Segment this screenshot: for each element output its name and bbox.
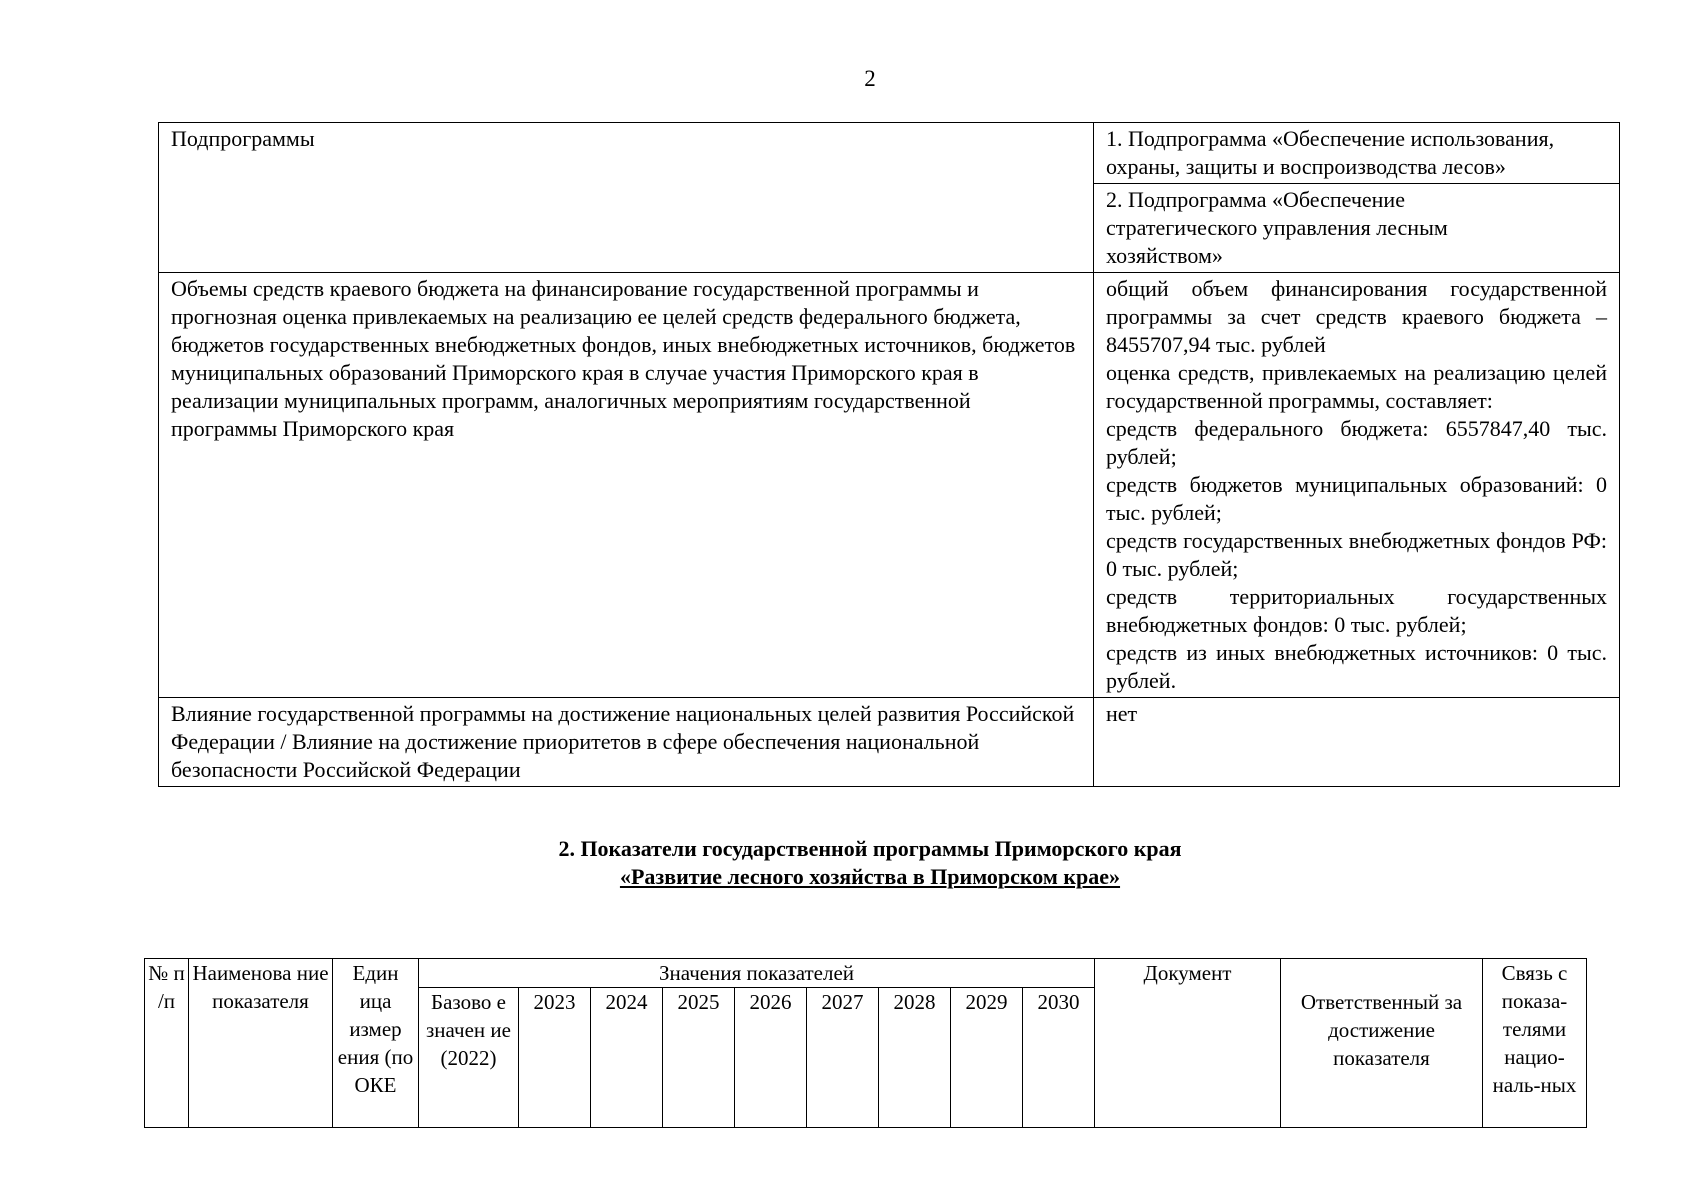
header-year-2025: 2025: [663, 988, 735, 1128]
header-number: № п /п: [145, 959, 189, 1128]
subprogram-1-line-2: охраны, защиты и воспроизводства лесов»: [1106, 154, 1506, 179]
header-responsible-top: [1281, 959, 1483, 988]
header-base-value: Базово е значен ие (2022): [419, 988, 519, 1128]
funding-federal: средств федерального бюджета: 6557847,40 тыс. рублей;: [1106, 416, 1607, 469]
funding-territorial: средств территориальных государственных внебюджетных фондов: 0 тыс. рублей;: [1106, 584, 1607, 637]
subprogram-2-line-3: хозяйством»: [1106, 243, 1223, 268]
subprogram-2-line-2: стратегического управления лесным: [1106, 215, 1448, 240]
subprograms-label: Подпрограммы: [159, 123, 1094, 273]
section-2-subtitle: «Развитие лесного хозяйства в Приморском крае»: [619, 864, 1121, 889]
indicators-table: [144, 958, 1587, 1128]
page-number: 2: [864, 66, 876, 91]
header-values-group: Значения показателей: [419, 959, 1095, 988]
influence-value: нет: [1094, 698, 1620, 787]
header-year-2028: 2028: [879, 988, 951, 1128]
header-year-2024: 2024: [591, 988, 663, 1128]
header-year-2023: 2023: [519, 988, 591, 1128]
header-responsible: Ответственный за достижение показателя: [1281, 988, 1483, 1128]
section-2-title: 2. Показатели государственной программы Приморского края: [558, 836, 1182, 861]
header-year-2026: 2026: [735, 988, 807, 1128]
header-document-cont: [1095, 988, 1281, 1128]
subprogram-2-line-1: 2. Подпрограмма «Обеспечение: [1106, 187, 1405, 212]
influence-label: Влияние государственной программы на достижение национальных целей развития Российской Федерации / Влияние на достижение приоритетов в сфере обеспечения национальной безопасности Российской Федерации: [159, 698, 1094, 787]
section-2-heading: [0, 835, 1700, 891]
header-document: Документ: [1095, 959, 1281, 988]
header-national-goals-link: Связь с показа-телями нацио-наль-ных: [1483, 959, 1587, 1128]
header-year-2027: 2027: [807, 988, 879, 1128]
funding-values: [1094, 273, 1620, 698]
funding-other: средств из иных внебюджетных источников: 0 тыс. рублей.: [1106, 640, 1607, 693]
header-indicator-name: Наименова ние показателя: [189, 959, 333, 1128]
funding-municipal: средств бюджетов муниципальных образований: 0 тыс. рублей;: [1106, 472, 1607, 525]
program-passport-table: [158, 122, 1620, 787]
funding-estimate: оценка средств, привлекаемых на реализацию целей государственной программы, составляет:: [1106, 360, 1607, 413]
subprogram-1-line-1: 1. Подпрограмма «Обеспечение использования,: [1106, 126, 1555, 151]
subprogram-2: [1094, 184, 1620, 273]
header-unit: Един ица измер ения (по ОКЕ: [333, 959, 419, 1128]
funding-state-funds: средств государственных внебюджетных фондов РФ: 0 тыс. рублей;: [1106, 528, 1607, 581]
header-year-2030: 2030: [1023, 988, 1095, 1128]
header-year-2029: 2029: [951, 988, 1023, 1128]
subprogram-1: [1094, 123, 1620, 184]
funding-label: Объемы средств краевого бюджета на финансирование государственной программы и прогнозная оценка привлекаемых на реализацию ее целей средств федерального бюджета, бюджетов государственных внебюджетных фондов, иных внебюджетных источников, бюджетов муниципальных образований Приморского края в случае участия Приморского края в реализации муниципальных программ, аналогичных мероприятиям государственной программы Приморского края: [159, 273, 1094, 698]
funding-total: общий объем финансирования государственной программы за счет средств краевого бюджета – 8455707,94 тыс. рублей: [1106, 276, 1607, 357]
